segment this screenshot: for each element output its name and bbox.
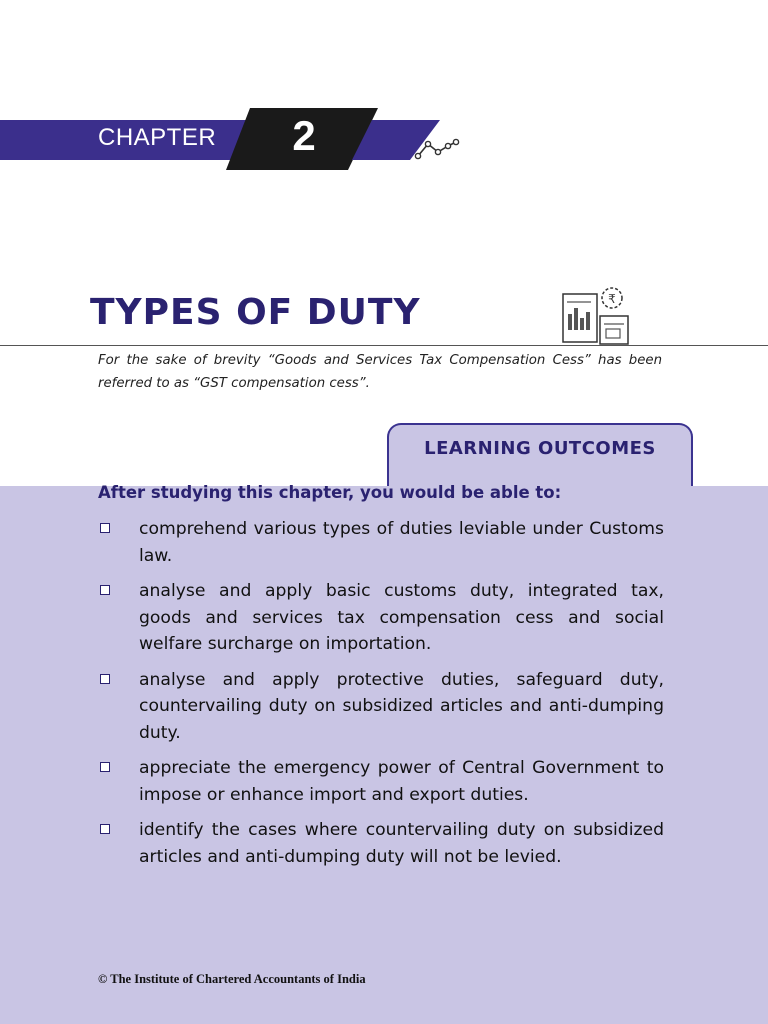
copyright-footer: © The Institute of Chartered Accountants of India <box>98 972 366 986</box>
list-item <box>98 667 664 747</box>
rupee-document-icon <box>560 284 636 346</box>
learning-outcomes-list <box>98 516 664 879</box>
outcome-text: analyse and apply basic customs duty, integrated tax, goods and services tax compensation cess and social welfare surcharge on importation. <box>139 581 664 654</box>
learning-outcomes-heading: LEARNING OUTCOMES <box>424 438 656 459</box>
list-item <box>98 817 664 870</box>
checkbox-bullet-icon <box>100 762 110 772</box>
learning-outcomes-tab <box>387 423 693 486</box>
checkbox-bullet-icon <box>100 674 110 684</box>
chapter-number: 2 <box>292 112 316 159</box>
checkbox-bullet-icon <box>100 523 110 533</box>
brevity-footnote: For the sake of brevity “Goods and Services Tax Compensation Cess” has been referred to as “GST compensation cess”. <box>98 353 662 391</box>
trend-line-icon <box>414 136 462 160</box>
list-item <box>98 578 664 658</box>
svg-text:₹: ₹ <box>608 292 616 306</box>
checkbox-bullet-icon <box>100 824 110 834</box>
checkbox-bullet-icon <box>100 585 110 595</box>
learning-outcomes-intro: After studying this chapter, you would be able to: <box>98 483 562 502</box>
outcome-text: appreciate the emergency power of Central Government to impose or enhance import and export duties. <box>139 758 664 805</box>
chapter-band <box>0 108 470 170</box>
list-item <box>98 755 664 808</box>
chapter-label: CHAPTER <box>98 124 217 151</box>
title-rule <box>0 345 768 346</box>
outcome-text: identify the cases where countervailing duty on subsidized articles and anti-dumping duty will not be levied. <box>139 820 664 867</box>
outcome-text: comprehend various types of duties leviable under Customs law. <box>139 519 664 566</box>
list-item <box>98 516 664 569</box>
outcome-text: analyse and apply protective duties, safeguard duty, countervailing duty on subsidized articles and anti-dumping duty. <box>139 669 664 743</box>
page-title: TYPES OF DUTY <box>90 292 421 333</box>
